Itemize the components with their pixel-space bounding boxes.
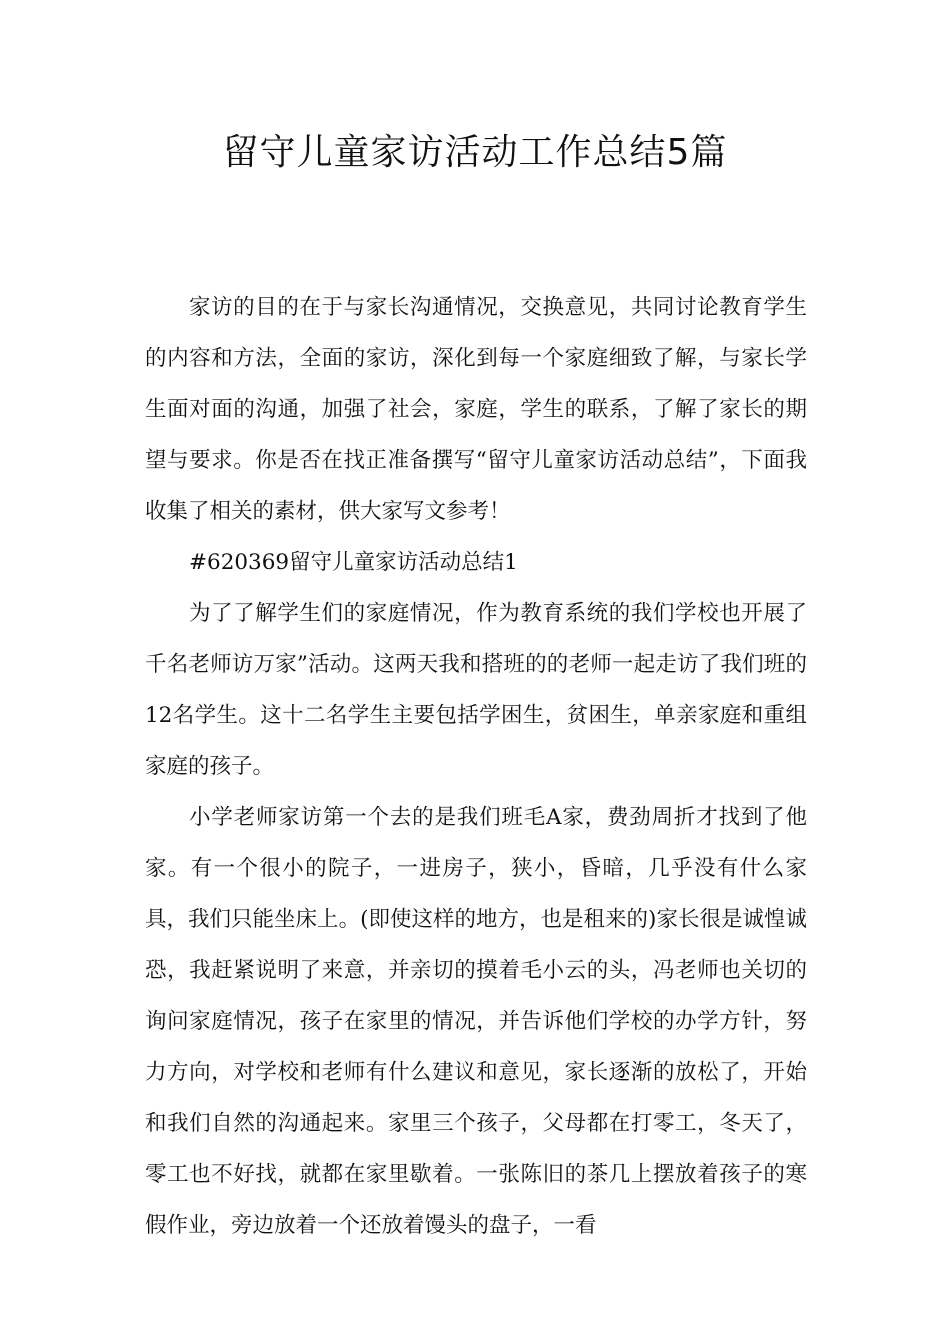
body-paragraph: 小学老师家访第一个去的是我们班毛A家，费劲周折才找到了他家。有一个很小的院子，一进房子，狭小，昏暗，几乎没有什么家具，我们只能坐床上。(即使这样的地方，也是租来的)家长很是诚惶诚恐，我赶紧说明了来意，并亲切的摸着毛小云的头，冯老师也关切的询问家庭情况，孩子在家里的情况，并告诉他们学校的办学方针，努力方向，对学校和老师有什么建议和意见，家长逐渐的放松了，开始和我们自然的沟通起来。家里三个孩子，父母都在打零工，冬天了，零工也不好找，就都在家里歇着。一张陈旧的茶几上摆放着孩子的寒假作业，旁边放着一个还放着馒头的盘子，一看 <box>145 805 807 1238</box>
intro-paragraph: 家访的目的在于与家长沟通情况，交换意见，共同讨论教育学生的内容和方法，全面的家访，深化到每一个家庭细致了解，与家长学生面对面的沟通，加强了社会，家庭，学生的联系，了解了家长的期望与要求。你是否在找正准备撰写“留守儿童家访活动总结”，下面我收集了相关的素材，供大家写文参考！ <box>145 295 807 524</box>
document-body <box>145 282 807 1251</box>
section-heading: #620369留守儿童家访活动总结1 <box>189 550 518 575</box>
body-paragraph: 为了了解学生们的家庭情况，作为教育系统的我们学校也开展了千名老师访万家”活动。这两天我和搭班的的老师一起走访了我们班的12名学生。这十二名学生主要包括学困生，贫困生，单亲家庭和重组家庭的孩子。 <box>145 601 807 779</box>
document-title: 留守儿童家访活动工作总结5篇 <box>222 132 728 173</box>
